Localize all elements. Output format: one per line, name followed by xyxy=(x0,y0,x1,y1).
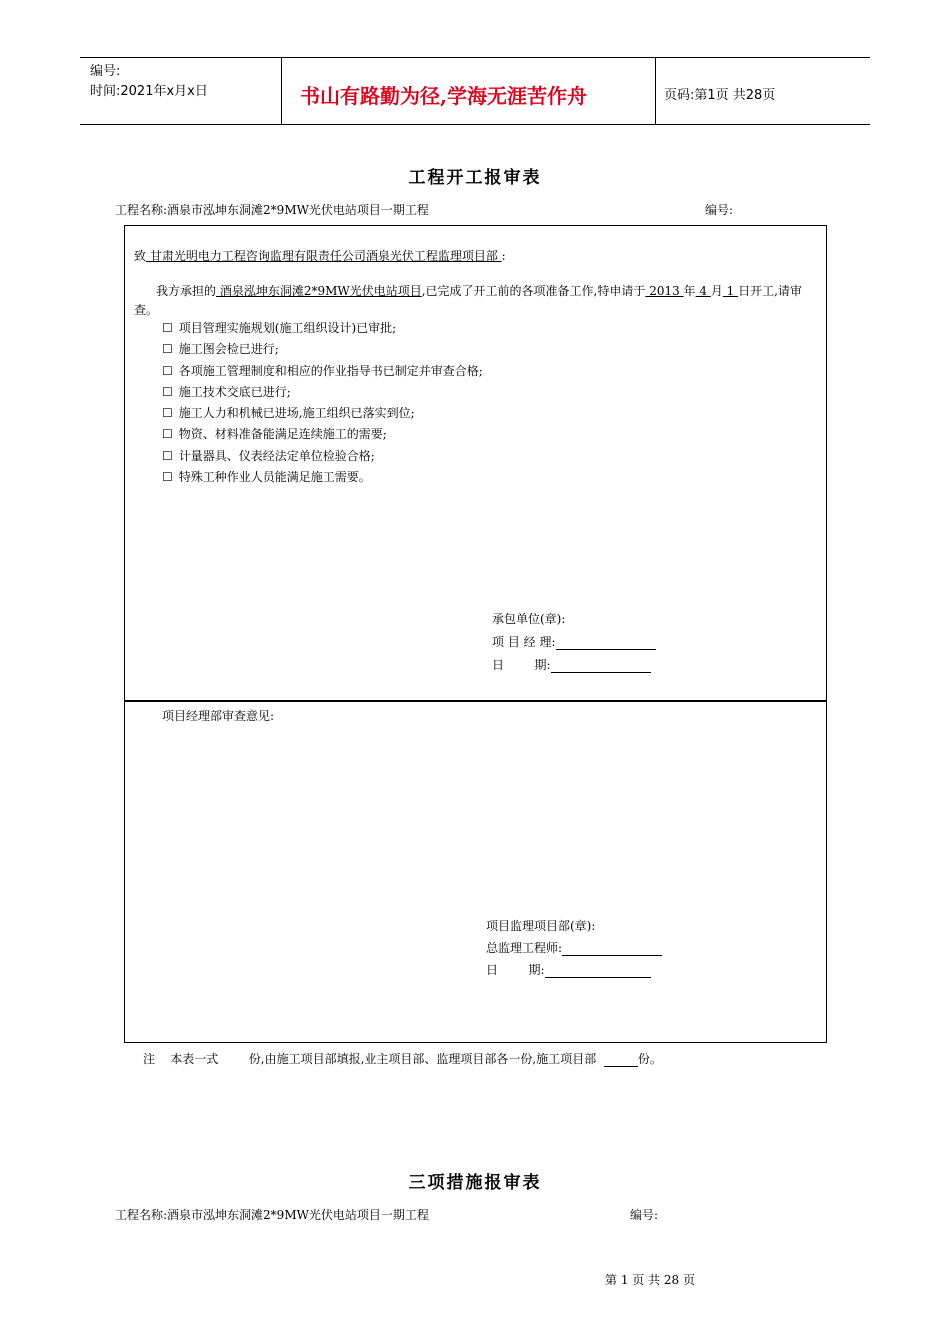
copies-field[interactable] xyxy=(604,1053,638,1067)
checklist-item: ☐ 施工图会检已进行; xyxy=(162,339,483,360)
project-manager-field[interactable] xyxy=(556,636,656,650)
project-manager-label: 项 目 经 理: xyxy=(492,635,556,649)
checkbox-icon[interactable]: ☐ xyxy=(162,384,173,399)
checklist-item: ☐ 施工技术交底已进行; xyxy=(162,382,483,403)
checkbox-icon[interactable]: ☐ xyxy=(162,363,173,378)
form1-body-paragraph: 我方承担的 酒泉泓坤东洞滩2*9MW光伏电站项目,已完成了开工前的各项准备工作,特申请于 2013 年 4 月 1 日开工,请审查。 xyxy=(134,284,802,317)
supervision-seal-label: 项目监理项目部(章): xyxy=(486,919,596,933)
chief-engineer-field[interactable] xyxy=(562,942,662,956)
page-footer: 第 1 页 共 28 页 xyxy=(605,1273,695,1287)
header-motto: 书山有路勤为径,学海无涯苦作舟 xyxy=(300,84,587,108)
chief-engineer-label: 总监理工程师: xyxy=(486,941,563,955)
checklist-item: ☐ 特殊工种作业人员能满足施工需要。 xyxy=(162,467,483,488)
header-bottom-rule xyxy=(80,124,870,125)
supervision-date-row xyxy=(486,961,651,978)
header-top-rule xyxy=(80,57,870,58)
checklist-item: ☐ 各项施工管理制度和相应的作业指导书已制定并审查合格; xyxy=(162,361,483,382)
form1-row-divider xyxy=(124,700,827,702)
checklist-item: ☐ 施工人力和机械已进场,施工组织已落实到位; xyxy=(162,403,483,424)
supervision-date-label: 日 期: xyxy=(486,963,545,977)
checklist-item: ☐ 计量器具、仪表经法定单位检验合格; xyxy=(162,446,483,467)
checklist-item: ☐ 项目管理实施规划(施工组织设计)已审批; xyxy=(162,318,483,339)
form2-title: 三项措施报审表 xyxy=(408,1173,542,1193)
contractor-date-row xyxy=(492,656,651,673)
form1-note: 注 本表一式 份,由施工项目部填报,业主项目部、监理项目部各一份,施工项目部 份。 xyxy=(143,1052,662,1066)
chief-engineer-row xyxy=(486,939,662,956)
review-opinion-label: 项目经理部审查意见: xyxy=(162,709,275,723)
header-serial-label: 编号: xyxy=(90,64,121,79)
form1-body-month: 4 xyxy=(695,284,711,298)
form1-project-name: 工程名称:酒泉市泓坤东洞滩2*9MW光伏电站项目一期工程 xyxy=(115,203,429,217)
header-divider-left xyxy=(281,57,282,125)
form2-serial-label: 编号: xyxy=(630,1208,659,1222)
header-time-label: 时间:2021年x月x日 xyxy=(90,84,208,99)
form2-project-name: 工程名称:酒泉市泓坤东洞滩2*9MW光伏电站项目一期工程 xyxy=(115,1208,429,1222)
form1-serial-label: 编号: xyxy=(705,203,734,217)
checkbox-icon[interactable]: ☐ xyxy=(162,406,173,421)
checkbox-icon[interactable]: ☐ xyxy=(162,470,173,485)
contractor-date-label: 日 期: xyxy=(492,658,551,672)
form1-addressee: 致 甘肃光明电力工程咨询监理有限责任公司酒泉光伏工程监理项目部 : xyxy=(134,249,506,263)
project-manager-row xyxy=(492,633,656,650)
checklist-item: ☐ 物资、材料准备能满足连续施工的需要; xyxy=(162,424,483,445)
checkbox-icon[interactable]: ☐ xyxy=(162,342,173,357)
form1-title: 工程开工报审表 xyxy=(408,168,542,188)
form1-checklist xyxy=(162,318,483,488)
checkbox-icon[interactable]: ☐ xyxy=(162,321,173,335)
checkbox-icon[interactable]: ☐ xyxy=(162,448,173,463)
form1-body-day: 1 xyxy=(722,284,739,298)
header-divider-right xyxy=(655,57,656,125)
supervision-date-field[interactable] xyxy=(545,964,651,978)
form1-body-year: 2013 xyxy=(645,284,684,298)
header-page-info: 页码:第1页 共28页 xyxy=(664,88,776,103)
contractor-date-field[interactable] xyxy=(551,659,651,673)
contractor-seal-label: 承包单位(章): xyxy=(492,612,566,626)
form1-body-project: 酒泉泓坤东洞滩2*9MW光伏电站项目 xyxy=(216,284,422,298)
checkbox-icon[interactable]: ☐ xyxy=(162,427,173,442)
form1-addressee-org: 甘肃光明电力工程咨询监理有限责任公司酒泉光伏工程监理项目部 xyxy=(146,249,502,263)
